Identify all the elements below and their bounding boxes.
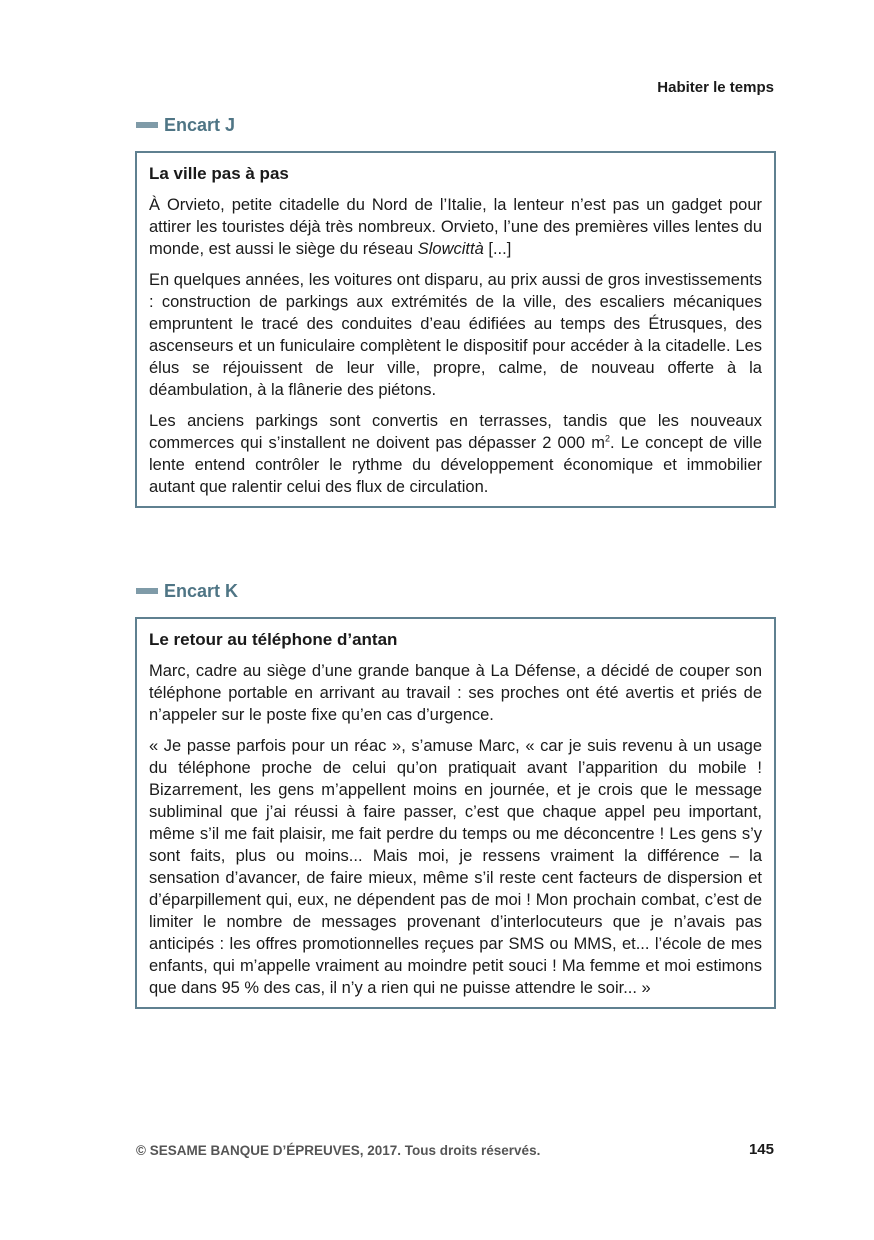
- encart-k-paragraph-1: Marc, cadre au siège d’une grande banque à La Défense, a décidé de couper son téléphone portable en arrivant au travail : ses proches ont été avertis et priés de n’appeler sur le poste fixe qu’en cas d’urgence.: [149, 662, 762, 724]
- encart-j-paragraph-3: [149, 410, 762, 498]
- encart-j-heading: Encart J: [164, 114, 236, 135]
- encart-k-title: Le retour au téléphone d’antan: [149, 630, 398, 649]
- superscript: 2: [604, 433, 610, 444]
- page-number: 145: [748, 1141, 774, 1158]
- encart-j-label: [136, 113, 235, 137]
- text-span: À Orvieto, petite citadelle du Nord de l’Italie, la lenteur n’est pas un gadget pour attirer les touristes déjà très nombreux. Orvieto, l’une des premières villes lentes du monde, est aussi le siège du réseau: [149, 196, 762, 258]
- encart-j-paragraph-1: [149, 194, 762, 260]
- running-title: Habiter le temps: [657, 79, 774, 96]
- dash-icon: [136, 122, 158, 128]
- dash-icon: [136, 588, 158, 594]
- encart-k-paragraph-2: « Je passe parfois pour un réac », s’amuse Marc, « car je suis revenu à un usage du téléphone proche de celui qu’on pratiquait avant l’apparition du mobile ! Bizarrement, les gens m’appellent moins en journée, et je crois que le message subliminal que j’ai réussi à faire passer, c’est que chaque appel peu important, même s’il me fait plaisir, me fait perdre du temps ou me déconcentre ! Les gens s’y sont faits, plus ou moins... Mais moi, je ressens vraiment la différence – la sensation d’avancer, de faire mieux, même s’il reste cent facteurs de dispersion et d’éparpillement qui, eux, ne dépendent pas de moi ! Mon prochain combat, c’est de limiter le nombre de messages provenant d’interlocuteurs que je n’avais pas anticipés : les offres promotionnelles reçues par SMS ou MMS, et... l’école de mes enfants, qui m’appelle vraiment au moindre petit souci ! Ma femme et moi estimons que dans 95 % des cas, il n’y a rien qui ne puisse attendre le soir... »: [149, 737, 762, 997]
- encart-j-title: La ville pas à pas: [149, 164, 289, 183]
- encart-j-paragraph-2: En quelques années, les voitures ont disparu, au prix aussi de gros investissements : construction de parkings aux extrémités de la ville, des escaliers mécaniques empruntent le tracé des conduites d’eau édifiées au temps des Étrusques, des ascenseurs et un funiculaire complètent le dispositif pour accéder à la citadelle. Les élus se réjouissent de leur ville, propre, calme, de nouveau offerte à la déambulation, à la flânerie des piétons.: [149, 271, 762, 399]
- encart-k-label: [136, 579, 238, 603]
- encart-j-box: [135, 151, 776, 508]
- copyright-notice: © SESAME BANQUE D’ÉPREUVES, 2017. Tous droits réservés.: [136, 1143, 541, 1158]
- encart-k-heading: Encart K: [164, 580, 239, 601]
- italic-term: Slowcittà: [417, 240, 484, 258]
- text-span: . Le concept de ville lente entend contrôler le rythme du développement économique et immobilier autant que ralentir celui des flux de circulation.: [149, 434, 762, 496]
- text-span: Les anciens parkings sont convertis en terrasses, tandis que les nouveaux commerces qui s’installent ne doivent pas dépasser 2 000 m: [149, 412, 762, 452]
- encart-k-box: [135, 617, 776, 1009]
- text-span: [...]: [483, 240, 512, 258]
